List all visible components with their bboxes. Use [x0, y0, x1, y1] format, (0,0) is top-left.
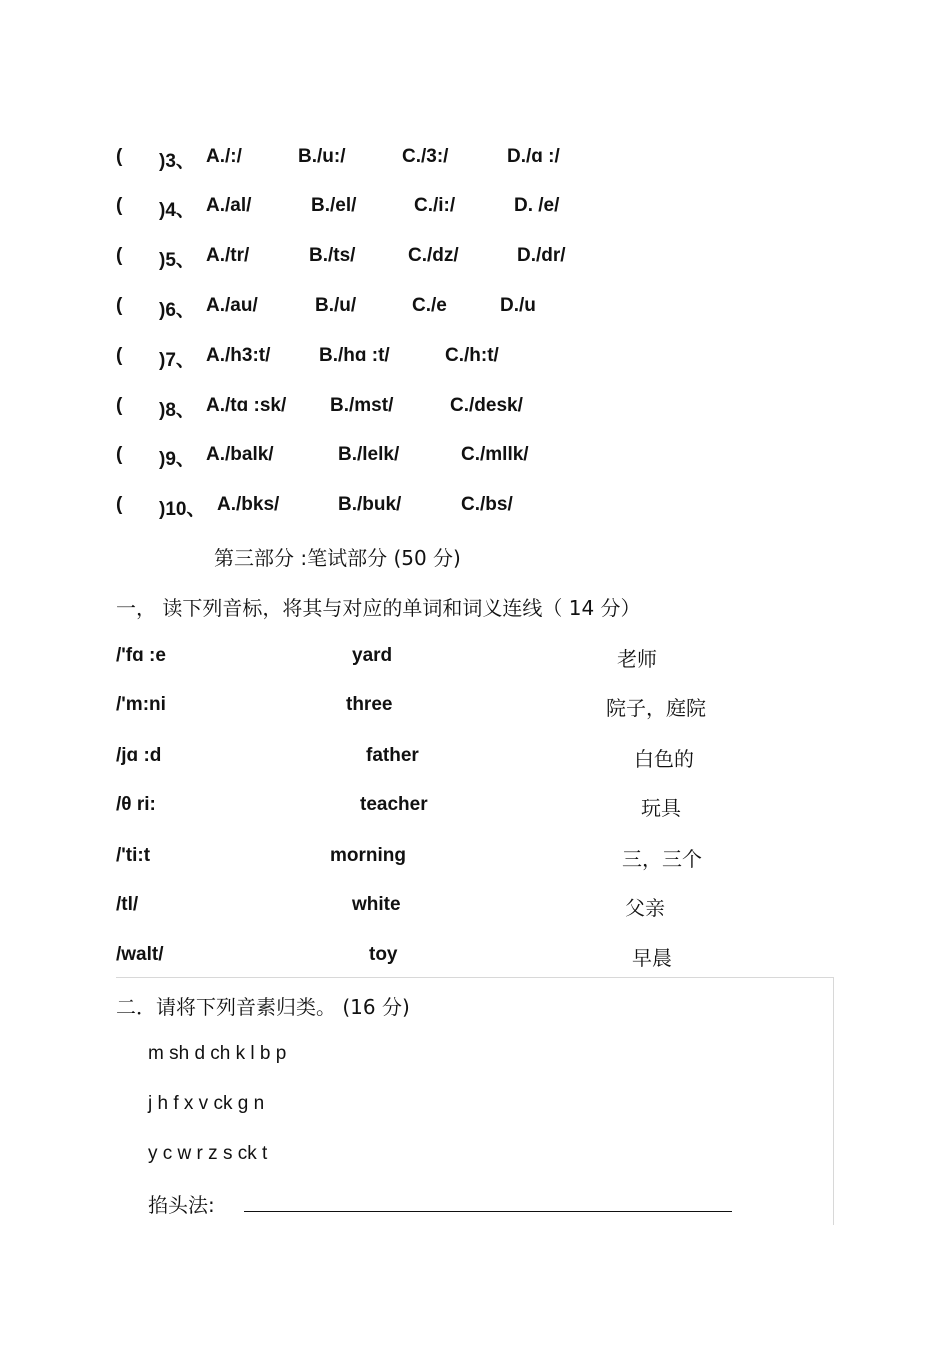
- option-a: A./al/: [206, 195, 252, 216]
- ipa-item: /walt/: [116, 944, 164, 965]
- word-item: father: [366, 745, 419, 766]
- option-b: B./ts/: [309, 245, 356, 266]
- option-c: C./bs/: [461, 494, 513, 515]
- option-c: C./desk/: [450, 395, 523, 416]
- option-b: B./hɑ :t/: [319, 345, 390, 366]
- option-c: C./3:/: [402, 146, 449, 167]
- question-number: )3、: [159, 151, 195, 172]
- section2-title: 二．请将下列音素归类。 (16 分): [116, 995, 410, 1019]
- option-d: D./u: [500, 295, 536, 316]
- option-b: B./u/: [315, 295, 357, 316]
- option-d: D./ɑ :/: [507, 146, 560, 167]
- ipa-item: /'ti:t: [116, 845, 151, 866]
- word-item: morning: [330, 845, 406, 866]
- option-d: D./dr/: [517, 245, 566, 266]
- option-a: A./:/: [206, 146, 242, 167]
- paren-open: (: [116, 345, 123, 366]
- meaning-item: 老师: [617, 647, 657, 671]
- option-b: B./el/: [311, 195, 357, 216]
- section1-title: 一， 读下列音标，将其与对应的单词和词义连线（ 14 分）: [116, 596, 641, 620]
- ipa-item: /jɑ :d: [116, 745, 162, 766]
- paren-open: (: [116, 245, 123, 266]
- phoneme-row: m sh d ch k l b p: [148, 1043, 287, 1064]
- question-number: )9、: [159, 449, 195, 470]
- answer-label: 掐头法:: [148, 1193, 215, 1217]
- option-c: C./i:/: [414, 195, 456, 216]
- option-a: A./au/: [206, 295, 258, 316]
- option-b: B./u:/: [298, 146, 346, 167]
- question-number: )7、: [159, 350, 195, 371]
- ipa-item: /'m:ni: [116, 694, 166, 715]
- option-b: B./lelk/: [338, 444, 400, 465]
- word-item: white: [352, 894, 401, 915]
- question-number: )6、: [159, 300, 195, 321]
- question-number: )5、: [159, 250, 195, 271]
- option-d: D. /e/: [514, 195, 560, 216]
- meaning-item: 院子，庭院: [606, 696, 706, 720]
- part3-title: 第三部分 :笔试部分 (50 分): [214, 546, 461, 570]
- meaning-item: 早晨: [632, 946, 672, 970]
- option-a: A./tr/: [206, 245, 250, 266]
- option-a: A./balk/: [206, 444, 274, 465]
- phoneme-row: j h f x v ck g n: [148, 1093, 265, 1114]
- paren-open: (: [116, 146, 123, 167]
- ipa-item: /'fɑ :e: [116, 645, 166, 666]
- option-b: B./mst/: [330, 395, 394, 416]
- word-item: toy: [369, 944, 398, 965]
- meaning-item: 三，三个: [622, 847, 702, 871]
- section2-frame-right: [833, 977, 834, 1225]
- meaning-item: 玩具: [641, 796, 681, 820]
- question-number: )8、: [159, 400, 195, 421]
- word-item: yard: [352, 645, 393, 666]
- option-c: C./e: [412, 295, 447, 316]
- option-c: C./dz/: [408, 245, 459, 266]
- question-number: )10、: [159, 499, 206, 520]
- section2-frame-top: [116, 977, 834, 978]
- word-item: teacher: [360, 794, 428, 815]
- paren-open: (: [116, 444, 123, 465]
- paren-open: (: [116, 395, 123, 416]
- meaning-item: 父亲: [625, 896, 665, 920]
- paren-open: (: [116, 295, 123, 316]
- phoneme-row: y c w r z s ck t: [148, 1143, 268, 1164]
- paren-open: (: [116, 494, 123, 515]
- answer-line[interactable]: [244, 1211, 732, 1212]
- meaning-item: 白色的: [634, 747, 694, 771]
- option-c: C./h:t/: [445, 345, 499, 366]
- paren-open: (: [116, 195, 123, 216]
- option-b: B./buk/: [338, 494, 402, 515]
- word-item: three: [346, 694, 393, 715]
- ipa-item: /θ ri:: [116, 794, 156, 815]
- ipa-item: /tl/: [116, 894, 139, 915]
- option-a: A./tɑ :sk/: [206, 395, 287, 416]
- option-c: C./mllk/: [461, 444, 529, 465]
- question-number: )4、: [159, 200, 195, 221]
- option-a: A./h3:t/: [206, 345, 271, 366]
- option-a: A./bks/: [217, 494, 280, 515]
